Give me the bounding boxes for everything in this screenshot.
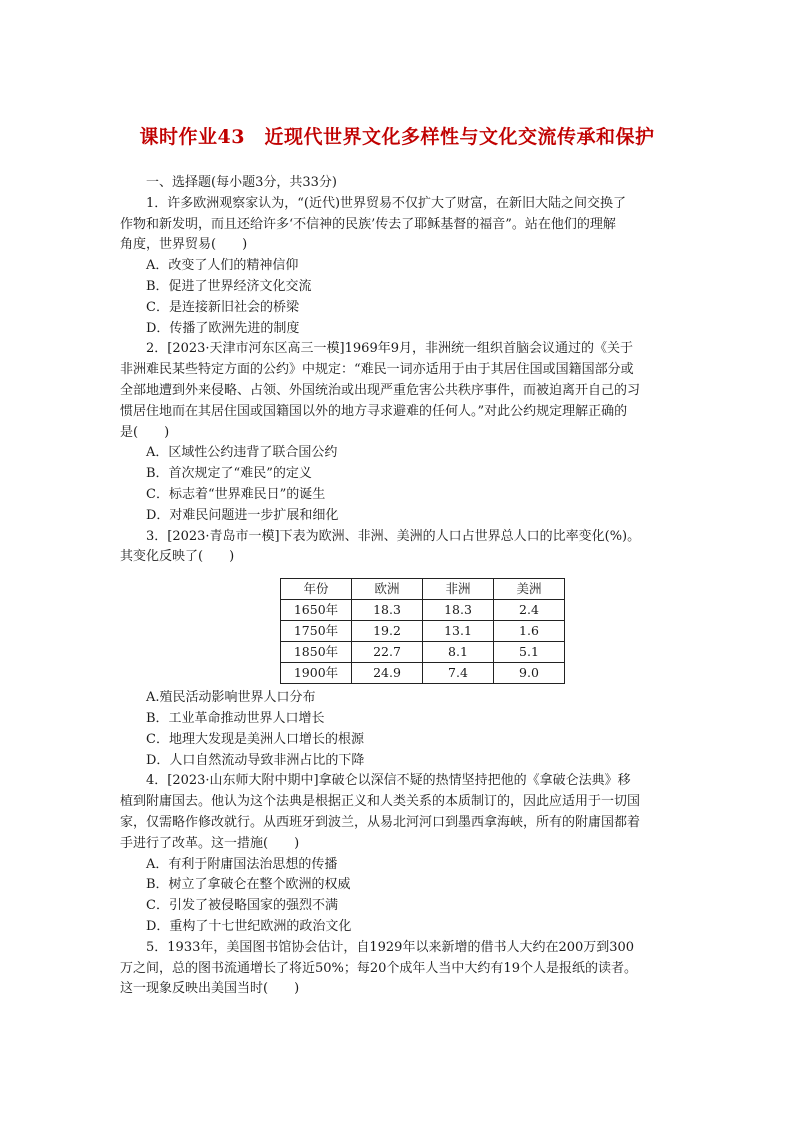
- table-row: [281, 663, 565, 684]
- q2-option-b: B．首次规定了“难民”的定义: [146, 466, 312, 482]
- table-cell: 5.1: [494, 642, 565, 663]
- q4-stem-line: 家，仅需略作修改就行。从西班牙到波兰，从易北河河口到墨西拿海峡，所有的附庸国都着: [120, 814, 641, 830]
- q3-option-d: D．人口自然流动导致非洲占比的下降: [146, 752, 365, 768]
- q4-option-a: A．有利于附庸国法治思想的传播: [146, 856, 338, 872]
- q2-stem-line: 惯居住地而在其居住国或国籍国以外的地方寻求避难的任何人。”对此公约规定理解正确的: [120, 403, 628, 419]
- table-cell: 7.4: [423, 663, 494, 684]
- question-4: [120, 771, 660, 937]
- table-cell: 19.2: [352, 621, 423, 642]
- table-cell: 22.7: [352, 642, 423, 663]
- table-header-cell: 欧洲: [352, 579, 423, 600]
- page-title: 课时作业43 近现代世界文化多样性与文化交流传承和保护: [139, 126, 655, 148]
- q2-stem-line: 全部地遭到外来侵略、占领、外国统治或出现严重危害公共秩序事件，而被迫离开自己的习: [120, 382, 641, 398]
- table-header-cell: 年份: [281, 579, 352, 600]
- table-cell: 1.6: [494, 621, 565, 642]
- table-cell: 1900年: [281, 663, 352, 684]
- q4-stem-line: 4．[2023·山东师大附中期中]拿破仑以深信不疑的热情坚持把他的《拿破仑法典》移: [146, 773, 631, 789]
- q4-stem-line: 植到附庸国去。他认为这个法典是根据正义和人类关系的本质制订的，因此应适用于一切国: [120, 794, 641, 810]
- table-header-cell: 非洲: [423, 579, 494, 600]
- table-cell: 18.3: [352, 600, 423, 621]
- table-cell: 13.1: [423, 621, 494, 642]
- q1-option-a: A．改变了人们的精神信仰: [146, 258, 299, 274]
- population-table: [280, 578, 565, 684]
- q3-option-c: C．地理大发现是美洲人口增长的根源: [146, 731, 364, 747]
- table-cell: 2.4: [494, 600, 565, 621]
- table-cell: 1750年: [281, 621, 352, 642]
- section-heading: 一、选择题(每小题3分，共33分): [146, 175, 337, 190]
- q4-option-d: D．重构了十七世纪欧洲的政治文化: [146, 918, 352, 934]
- q1-stem-line: 作物和新发明，而且还给许多‘不信神的民族’传去了耶稣基督的福音”。站在他们的理解: [120, 216, 616, 232]
- q1-option-c: C．是连接新旧社会的桥梁: [146, 299, 299, 315]
- question-1: [120, 194, 660, 340]
- q2-option-c: C．标志着“世界难民日”的诞生: [146, 486, 326, 502]
- table-cell: 18.3: [423, 600, 494, 621]
- table-cell: 9.0: [494, 663, 565, 684]
- table-cell: 8.1: [423, 642, 494, 663]
- q1-option-d: D．传播了欧洲先进的制度: [146, 320, 300, 336]
- q2-stem-line: 非洲难民某些特定方面的公约》中规定：“难民一词亦适用于由于其居住国或国籍国部分或: [120, 362, 634, 378]
- q5-stem-line: 万之间，总的图书流通增长了将近50%；每20个成年人当中大约有19个人是报纸的读者。: [120, 960, 637, 976]
- q4-stem-line: 手进行了改革。这一措施( ): [120, 835, 300, 851]
- question-3: [120, 527, 660, 772]
- q1-stem-line: 1．许多欧洲观察家认为，“(近代)世界贸易不仅扩大了财富，在新旧大陆之间交换了: [146, 195, 627, 211]
- table-cell: 1850年: [281, 642, 352, 663]
- q3-stem-line: 其变化反映了( ): [120, 549, 235, 565]
- q4-option-c: C．引发了被侵略国家的强烈不满: [146, 898, 338, 914]
- table-header-row: [281, 579, 565, 600]
- q3-stem-line: 3．[2023·青岛市一模]下表为欧洲、非洲、美洲的人口占世界总人口的比率变化(%)。: [146, 528, 641, 544]
- document-body: [120, 173, 660, 1000]
- table-cell: 1650年: [281, 600, 352, 621]
- table-row: [281, 621, 565, 642]
- question-2: [120, 339, 660, 526]
- question-5: [120, 938, 660, 1000]
- q2-stem-line: 是( ): [120, 424, 170, 440]
- table-row: [281, 600, 565, 621]
- table-row: [281, 642, 565, 663]
- table-cell: 24.9: [352, 663, 423, 684]
- q3-option-a: A.殖民活动影响世界人口分布: [146, 690, 316, 706]
- q1-option-b: B．促进了世界经济文化交流: [146, 278, 312, 294]
- q5-stem-line: 5．1933年，美国图书馆协会估计，自1929年以来新增的借书人大约在200万到300: [146, 939, 635, 955]
- q3-option-b: B．工业革命推动世界人口增长: [146, 710, 325, 726]
- q4-option-b: B．树立了拿破仑在整个欧洲的权威: [146, 877, 351, 893]
- q5-stem-line: 这一现象反映出美国当时( ): [120, 981, 300, 997]
- table-header-cell: 美洲: [494, 579, 565, 600]
- q2-option-a: A．区域性公约违背了联合国公约: [146, 445, 338, 461]
- q2-stem-line: 2．[2023·天津市河东区高三一模]1969年9月，非洲统一组织首脑会议通过的《关于: [146, 341, 633, 357]
- q2-option-d: D．对难民问题进一步扩展和细化: [146, 507, 339, 523]
- q1-stem-line: 角度，世界贸易( ): [120, 237, 248, 253]
